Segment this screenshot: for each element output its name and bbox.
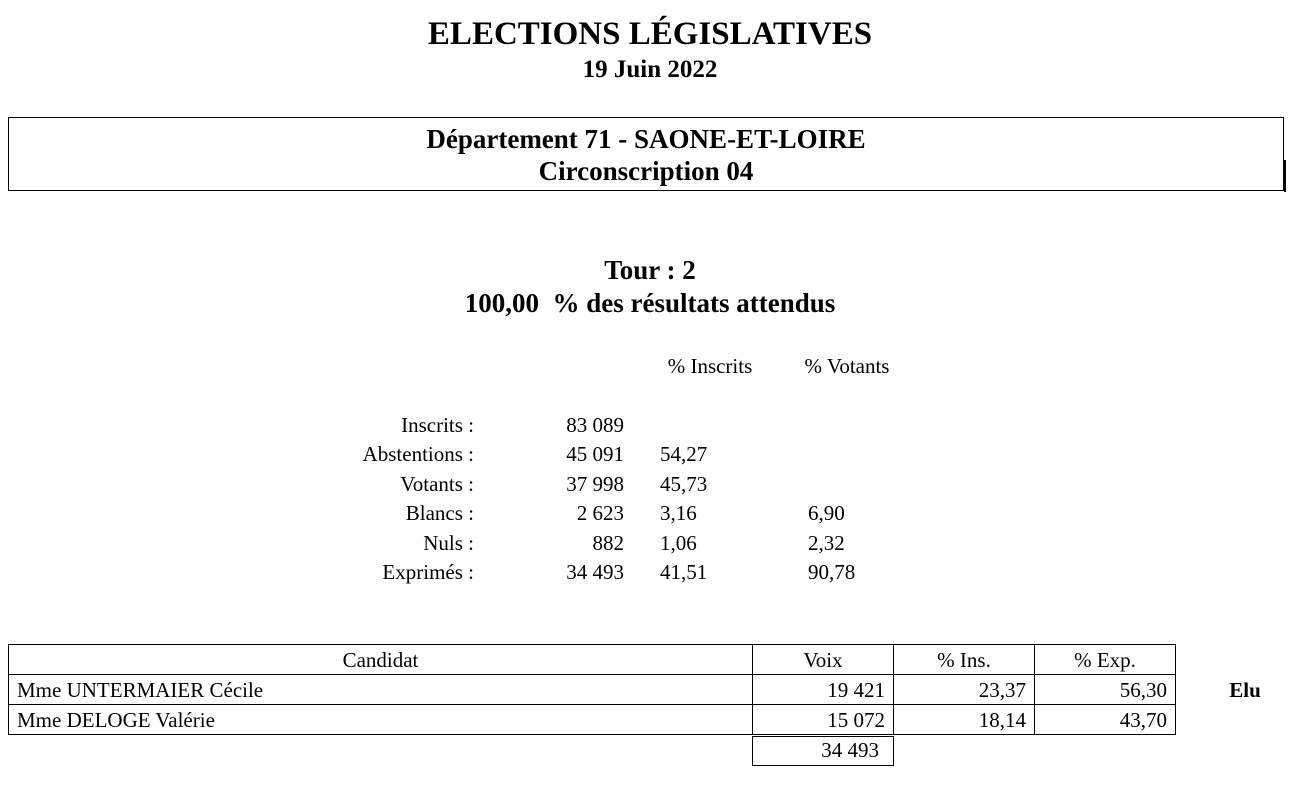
candidate-votes: 19 421	[753, 675, 894, 705]
column-header-candidate: Candidat	[9, 645, 753, 675]
stat-label-exprimes: Exprimés :	[382, 560, 474, 584]
stat-pct-vot-nuls: 2,32	[808, 531, 845, 555]
circonscription-label: Circonscription 04	[538, 156, 754, 186]
stat-pct-ins-abstentions: 54,27	[660, 442, 708, 466]
stat-label-nuls: Nuls :	[423, 531, 474, 555]
election-date: 19 Juin 2022	[582, 56, 718, 83]
column-header-pct-inscrits: % Inscrits	[667, 354, 753, 378]
stat-pct-ins-blancs: 3,16	[660, 501, 697, 525]
stat-label-inscrits: Inscrits :	[401, 413, 474, 437]
candidate-name: Mme DELOGE Valérie	[9, 705, 753, 735]
stat-value-abstentions: 45 091	[566, 442, 624, 466]
column-header-votes: Voix	[753, 645, 894, 675]
page-title: ELECTIONS LÉGISLATIVES	[427, 16, 873, 52]
stat-pct-ins-exprimes: 41,51	[660, 560, 708, 584]
table-row	[9, 675, 1176, 705]
elected-mark: Elu	[1229, 678, 1261, 702]
results-expected-label: 100,00 % des résultats attendus	[464, 288, 836, 318]
candidates-table	[8, 644, 1176, 735]
stat-label-blancs: Blancs :	[405, 501, 474, 525]
stat-pct-vot-exprimes: 90,78	[808, 560, 856, 584]
column-header-pct-exp: % Exp.	[1035, 645, 1176, 675]
stat-value-blancs: 2 623	[576, 501, 624, 525]
candidate-pct-ins: 23,37	[894, 675, 1035, 705]
box-shadow-edge	[1284, 160, 1286, 192]
round-label: Tour : 2	[604, 255, 696, 285]
stat-value-votants: 37 998	[566, 472, 624, 496]
column-header-pct-votants: % Votants	[804, 354, 890, 378]
department-label: Département 71 - SAONE-ET-LOIRE	[426, 124, 866, 154]
table-header-row	[9, 645, 1176, 675]
constituency-box	[8, 117, 1284, 191]
candidate-votes: 15 072	[753, 705, 894, 735]
candidate-pct-exp: 56,30	[1035, 675, 1176, 705]
stat-pct-vot-blancs: 6,90	[808, 501, 845, 525]
total-votes: 34 493	[752, 736, 894, 766]
candidate-pct-ins: 18,14	[894, 705, 1035, 735]
candidate-name: Mme UNTERMAIER Cécile	[9, 675, 753, 705]
stat-value-exprimes: 34 493	[566, 560, 624, 584]
stat-label-abstentions: Abstentions :	[362, 442, 474, 466]
stat-pct-ins-votants: 45,73	[660, 472, 708, 496]
stat-pct-ins-nuls: 1,06	[660, 531, 697, 555]
column-header-pct-ins: % Ins.	[894, 645, 1035, 675]
table-row	[9, 705, 1176, 735]
stat-value-inscrits: 83 089	[566, 413, 624, 437]
stat-value-nuls: 882	[592, 531, 624, 555]
candidate-pct-exp: 43,70	[1035, 705, 1176, 735]
stat-label-votants: Votants :	[400, 472, 474, 496]
